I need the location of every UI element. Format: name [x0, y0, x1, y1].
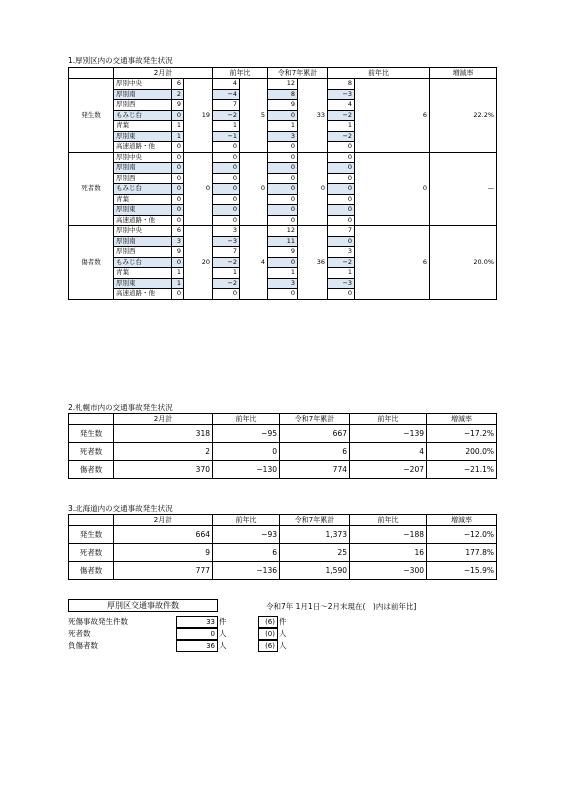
area-yoy-value: −2	[213, 278, 240, 289]
group-cum: 0	[298, 152, 328, 226]
yoy-value: −95	[213, 425, 280, 443]
area-yoy-value: 7	[213, 100, 240, 111]
header-yoy: 前年比	[213, 68, 268, 79]
cum-value: 774	[280, 461, 350, 479]
area-cum-yoy-value: 0	[328, 173, 355, 184]
area-cum-value: 0	[268, 163, 298, 174]
month-value: 9	[114, 544, 213, 562]
header-month-total: 2月計	[114, 68, 213, 79]
area-cum-yoy-value: 0	[328, 142, 355, 153]
area-name: 高速道路・他	[114, 289, 172, 300]
spacer	[355, 226, 385, 300]
row-label: 傷者数	[69, 461, 114, 479]
area-cum-yoy-value: −3	[328, 89, 355, 100]
area-yoy-value: 0	[213, 142, 240, 153]
group-total: 20	[184, 226, 213, 300]
area-cum-value: 0	[268, 215, 298, 226]
area-name: もみじ台	[114, 257, 172, 268]
area-yoy-value: 3	[213, 226, 240, 237]
area-name: 厚別南	[114, 89, 172, 100]
summary-label: 負傷者数	[68, 641, 98, 650]
cum-value: 667	[280, 425, 350, 443]
group-change-rate: 20.0%	[430, 226, 497, 300]
area-cum-yoy-value: 1	[328, 121, 355, 132]
area-name: 厚別中央	[114, 152, 172, 163]
area-cum-value: 1	[268, 268, 298, 279]
area-month-value: 1	[172, 131, 184, 142]
section1-title: 1.厚別区内の交通事故発生状況	[68, 56, 173, 65]
change-rate-value: −12.0%	[427, 526, 497, 544]
area-cum-yoy-value: 4	[328, 100, 355, 111]
area-name: 青葉	[114, 194, 172, 205]
area-cum-value: 0	[268, 152, 298, 163]
area-cum-yoy-value: 0	[328, 215, 355, 226]
area-month-value: 0	[172, 257, 184, 268]
area-cum-value: 0	[268, 142, 298, 153]
yoy-value: 0	[213, 443, 280, 461]
area-month-value: 0	[172, 205, 184, 216]
table-row	[69, 443, 497, 461]
area-cum-value: 9	[268, 247, 298, 258]
summary-unit: 人	[219, 629, 227, 638]
change-rate-value: −17.2%	[427, 425, 497, 443]
group-total-yoy: 5	[240, 79, 268, 153]
area-cum-value: 0	[268, 194, 298, 205]
summary-prev-value: (6)	[258, 616, 278, 628]
area-cum-value: 12	[268, 79, 298, 90]
area-cum-value: 9	[268, 100, 298, 111]
cum-yoy-value: 4	[350, 443, 427, 461]
yoy-value: −130	[213, 461, 280, 479]
summary-prev-unit: 件	[279, 617, 287, 626]
section3-title: 3.北海道内の交通事故発生状況	[68, 504, 173, 513]
area-name: 青葉	[114, 121, 172, 132]
area-cum-yoy-value: 3	[328, 247, 355, 258]
summary-prev-value: (0)	[258, 628, 278, 640]
area-yoy-value: 0	[213, 163, 240, 174]
area-yoy-value: −2	[213, 257, 240, 268]
month-value: 2	[114, 443, 213, 461]
header-month-total: 2月計	[114, 414, 213, 425]
header-change-rate: 増減率	[427, 414, 497, 425]
table-row	[69, 226, 497, 237]
change-rate-value: 200.0%	[427, 443, 497, 461]
yoy-value: 6	[213, 544, 280, 562]
area-yoy-value: 0	[213, 184, 240, 195]
cum-yoy-value: −139	[350, 425, 427, 443]
area-yoy-value: 4	[213, 79, 240, 90]
area-name: もみじ台	[114, 110, 172, 121]
area-cum-yoy-value: −2	[328, 131, 355, 142]
header-change-rate: 増減率	[427, 515, 497, 526]
area-name: 厚別東	[114, 131, 172, 142]
area-cum-value: 1	[268, 121, 298, 132]
month-value: 664	[114, 526, 213, 544]
area-name: 厚別西	[114, 173, 172, 184]
group-total: 19	[184, 79, 213, 153]
header-row	[69, 515, 497, 526]
area-cum-yoy-value: 1	[328, 268, 355, 279]
table-row	[69, 562, 497, 580]
area-yoy-value: 0	[213, 205, 240, 216]
summary-value: 36	[176, 640, 218, 652]
area-yoy-value: −4	[213, 89, 240, 100]
area-yoy-value: 0	[213, 152, 240, 163]
spacer	[355, 152, 385, 226]
area-yoy-value: 0	[213, 215, 240, 226]
summary-value: 33	[176, 616, 218, 628]
area-cum-yoy-value: −2	[328, 257, 355, 268]
group-total-yoy: 0	[240, 152, 268, 226]
area-yoy-value: 0	[213, 289, 240, 300]
summary-prev-unit: 人	[279, 641, 287, 650]
area-month-value: 3	[172, 236, 184, 247]
area-yoy-value: −2	[213, 110, 240, 121]
area-yoy-value: −1	[213, 131, 240, 142]
cum-yoy-value: 16	[350, 544, 427, 562]
summary-unit: 件	[219, 617, 227, 626]
month-value: 370	[114, 461, 213, 479]
summary-value: 0	[176, 628, 218, 640]
area-name: 厚別西	[114, 100, 172, 111]
header-cum-yoy: 前年比	[350, 515, 427, 526]
area-cum-yoy-value: 0	[328, 205, 355, 216]
area-cum-yoy-value: 0	[328, 236, 355, 247]
row-label: 死者数	[69, 443, 114, 461]
area-cum-value: 3	[268, 131, 298, 142]
group-cum: 36	[298, 226, 328, 300]
row-label: 傷者数	[69, 562, 114, 580]
area-cum-yoy-value: −3	[328, 278, 355, 289]
area-month-value: 6	[172, 79, 184, 90]
summary-label: 死者数	[68, 629, 91, 638]
section2-title: 2.札幌市内の交通事故発生状況	[68, 403, 173, 412]
area-cum-value: 12	[268, 226, 298, 237]
area-cum-value: 0	[268, 110, 298, 121]
table-row	[69, 544, 497, 562]
header-blank	[69, 68, 114, 79]
table-row	[69, 152, 497, 163]
header-month-total: 2月計	[114, 515, 213, 526]
area-month-value: 1	[172, 278, 184, 289]
summary-period-note: 令和7年 1月1日～2月末現在( )内は前年比]	[266, 602, 417, 611]
area-month-value: 0	[172, 215, 184, 226]
table-row	[69, 79, 497, 90]
cum-yoy-value: −207	[350, 461, 427, 479]
area-name: 厚別中央	[114, 79, 172, 90]
area-month-value: 0	[172, 194, 184, 205]
table-row	[69, 425, 497, 443]
cum-yoy-value: −188	[350, 526, 427, 544]
area-month-value: 0	[172, 173, 184, 184]
area-yoy-value: 0	[213, 194, 240, 205]
area-month-value: 2	[172, 89, 184, 100]
row-label: 発生数	[69, 526, 114, 544]
area-yoy-value: 0	[213, 173, 240, 184]
area-month-value: 9	[172, 247, 184, 258]
area-cum-value: 0	[268, 205, 298, 216]
area-cum-value: 0	[268, 257, 298, 268]
category-label: 傷者数	[69, 226, 114, 300]
area-name: 青葉	[114, 268, 172, 279]
header-cumulative: 令和7年累計	[280, 414, 350, 425]
header-yoy: 前年比	[213, 515, 280, 526]
group-total-yoy: 4	[240, 226, 268, 300]
area-yoy-value: 1	[213, 268, 240, 279]
header-cumulative: 令和7年累計	[268, 68, 328, 79]
area-name: 厚別東	[114, 205, 172, 216]
area-month-value: 0	[172, 142, 184, 153]
summary-prev-unit: 人	[279, 629, 287, 638]
area-cum-value: 11	[268, 236, 298, 247]
area-name: 厚別東	[114, 278, 172, 289]
category-label: 死者数	[69, 152, 114, 226]
area-cum-yoy-value: 0	[328, 289, 355, 300]
area-cum-value: 0	[268, 173, 298, 184]
change-rate-value: −15.9%	[427, 562, 497, 580]
area-month-value: 6	[172, 226, 184, 237]
area-name: 厚別南	[114, 163, 172, 174]
area-month-value: 9	[172, 100, 184, 111]
area-month-value: 0	[172, 184, 184, 195]
group-cum-yoy: 6	[385, 226, 430, 300]
category-label: 発生数	[69, 79, 114, 153]
city-accident-table	[68, 413, 497, 479]
area-month-value: 1	[172, 121, 184, 132]
area-cum-value: 0	[268, 289, 298, 300]
area-cum-yoy-value: −2	[328, 110, 355, 121]
cum-value: 25	[280, 544, 350, 562]
area-yoy-value: 7	[213, 247, 240, 258]
area-yoy-value: 1	[213, 121, 240, 132]
group-total: 0	[184, 152, 213, 226]
area-cum-yoy-value: 8	[328, 79, 355, 90]
area-cum-value: 0	[268, 184, 298, 195]
area-cum-yoy-value: 0	[328, 163, 355, 174]
area-month-value: 0	[172, 110, 184, 121]
header-cum-yoy: 前年比	[350, 414, 427, 425]
area-name: もみじ台	[114, 184, 172, 195]
area-cum-value: 8	[268, 89, 298, 100]
row-label: 発生数	[69, 425, 114, 443]
header-cum-yoy: 前年比	[328, 68, 430, 79]
area-month-value: 0	[172, 163, 184, 174]
header-cumulative: 令和7年累計	[280, 515, 350, 526]
area-name: 厚別中央	[114, 226, 172, 237]
area-name: 厚別南	[114, 236, 172, 247]
area-yoy-value: −3	[213, 236, 240, 247]
yoy-value: −93	[213, 526, 280, 544]
header-blank	[69, 414, 114, 425]
area-cum-yoy-value: 0	[328, 194, 355, 205]
summary-title: 厚別区交通事故件数	[68, 599, 218, 612]
row-label: 死者数	[69, 544, 114, 562]
yoy-value: −136	[213, 562, 280, 580]
area-accident-table	[68, 67, 497, 300]
group-change-rate: —	[430, 152, 497, 226]
table-row	[69, 526, 497, 544]
prefecture-accident-table	[68, 514, 497, 580]
area-cum-yoy-value: 7	[328, 226, 355, 237]
area-name: 厚別西	[114, 247, 172, 258]
area-cum-yoy-value: 0	[328, 184, 355, 195]
summary-label: 死傷事故発生件数	[68, 617, 128, 626]
month-value: 777	[114, 562, 213, 580]
header-yoy: 前年比	[213, 414, 280, 425]
group-change-rate: 22.2%	[430, 79, 497, 153]
header-row	[69, 68, 497, 79]
spacer	[355, 79, 385, 153]
header-row	[69, 414, 497, 425]
change-rate-value: 177.8%	[427, 544, 497, 562]
group-cum-yoy: 6	[385, 79, 430, 153]
month-value: 318	[114, 425, 213, 443]
area-cum-value: 3	[268, 278, 298, 289]
area-month-value: 0	[172, 289, 184, 300]
group-cum: 33	[298, 79, 328, 153]
cum-value: 6	[280, 443, 350, 461]
area-name: 高速道路・他	[114, 215, 172, 226]
summary-unit: 人	[219, 641, 227, 650]
cum-value: 1,590	[280, 562, 350, 580]
cum-value: 1,373	[280, 526, 350, 544]
area-month-value: 0	[172, 152, 184, 163]
header-change-rate: 増減率	[430, 68, 497, 79]
group-cum-yoy: 0	[385, 152, 430, 226]
summary-prev-value: (6)	[258, 640, 278, 652]
area-cum-yoy-value: 0	[328, 152, 355, 163]
cum-yoy-value: −300	[350, 562, 427, 580]
change-rate-value: −21.1%	[427, 461, 497, 479]
header-blank	[69, 515, 114, 526]
table-row	[69, 461, 497, 479]
area-month-value: 1	[172, 268, 184, 279]
area-name: 高速道路・他	[114, 142, 172, 153]
